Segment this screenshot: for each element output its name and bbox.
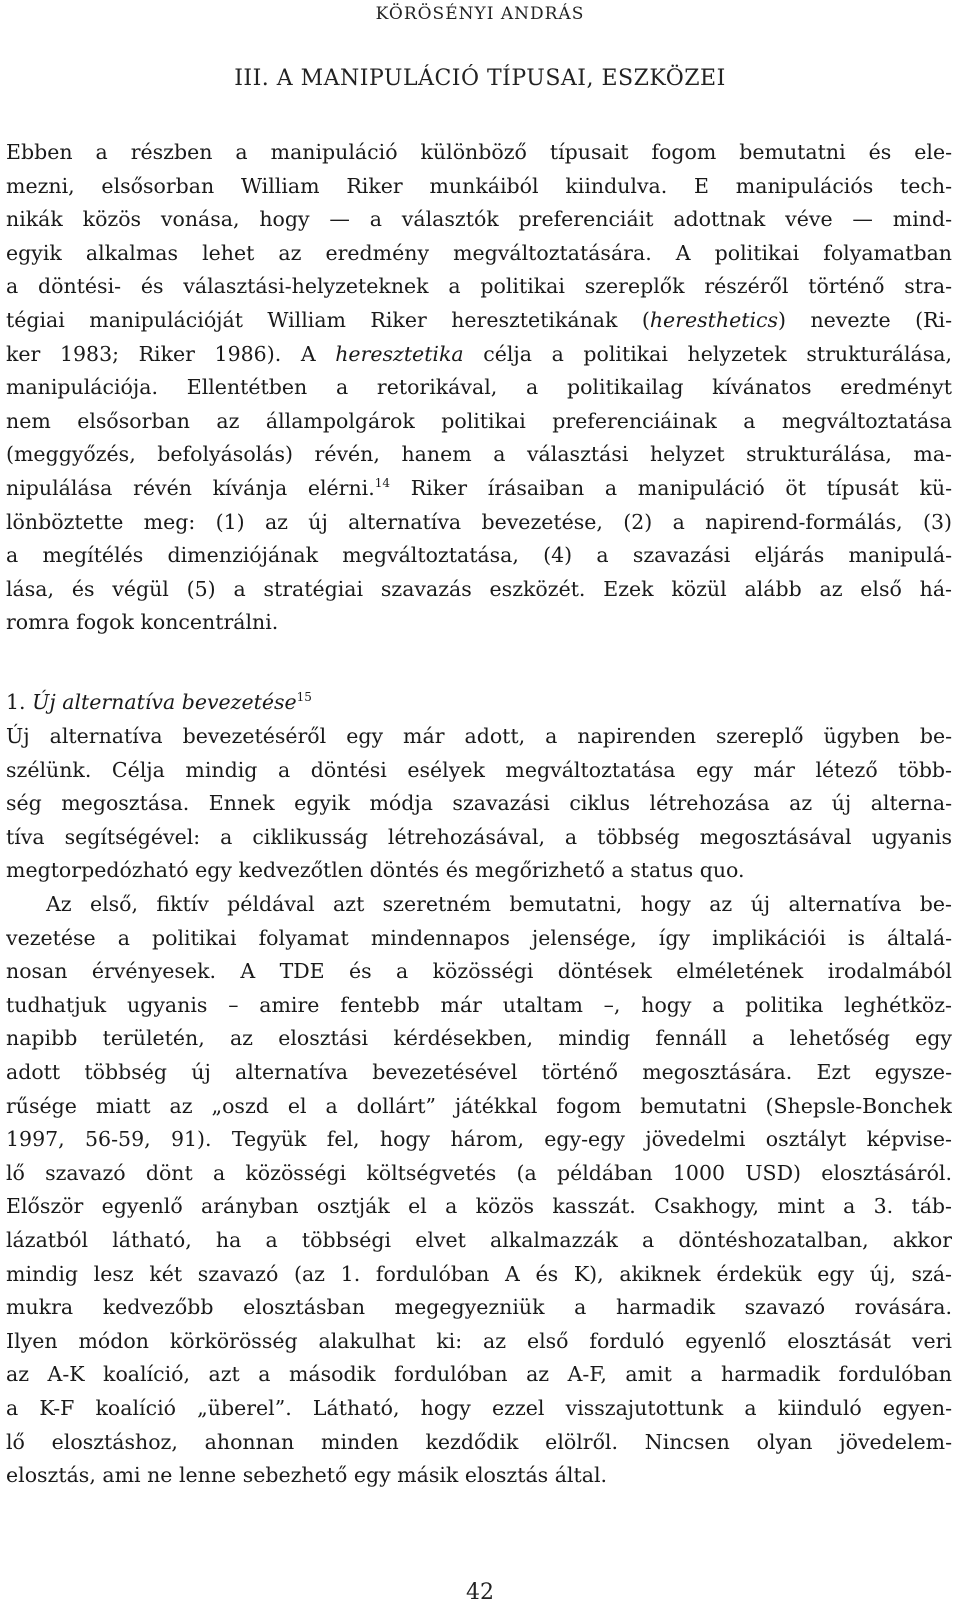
text-span: ker 1983; Riker 1986). — [6, 341, 301, 366]
text-line: Új alternatíva bevezetéséről egy már adott, a napirenden szereplő ügyben be- — [6, 724, 952, 748]
text-line: nikák közös vonása, hogy — a választók preferenciáit adottnak véve — mind- — [6, 207, 952, 232]
text-line: Ebben a részben a manipuláció különböző típusait fogom bemutatni és ele- — [6, 140, 952, 164]
text-line: manipulációja. Ellentétben a retorikával, a politikailag kívánatos eredményt — [6, 375, 952, 400]
text-line: a K-F koalíció „überel”. Látható, hogy ezzel visszajutottunk a kiinduló egyen- — [6, 1395, 952, 1420]
text-line: a megítélés dimenziójának megváltoztatása, (4) a szavazási eljárás manipulá- — [6, 543, 952, 568]
section-title: III. A MANIPULÁCIÓ TÍPUSAI, ESZKÖZEI — [234, 66, 726, 91]
text-line: megtorpedózható egy kedvezőtlen döntés és megőrizhető a status quo. — [6, 858, 745, 883]
text-line: Az első, fiktív példával azt szeretném bemutatni, hogy az új alternatíva be- — [46, 892, 952, 916]
text-line: szélünk. Célja mindig a döntési esélyek megváltoztatása egy már létező több- — [6, 757, 952, 782]
italic-term: heresztetika — [335, 341, 464, 366]
page-number: 42 — [466, 1580, 494, 1605]
subsection-heading — [6, 686, 312, 720]
text-line: lő elosztáshoz, ahonnan minden kezdődik elölről. Nincsen olyan jövedelem- — [6, 1429, 952, 1454]
text-line: lása, és végül (5) a stratégiai szavazás eszközét. Ezek közül alább az első há- — [6, 576, 952, 601]
text-line: mindig lesz két szavazó (az 1. fordulóban A és K), akiknek érdekük egy új, szá- — [6, 1261, 952, 1286]
text-line: vezetése a politikai folyamat mindennapos jelensége, így implikációi is általá- — [6, 925, 952, 950]
text-line: (meggyőzés, befolyásolás) révén, hanem a választási helyzet strukturálása, ma- — [6, 442, 952, 467]
italic-term: heresthetics — [649, 307, 779, 332]
text-line: a döntési- és választási-helyzeteknek a politikai szereplők részéről történő stra- — [6, 274, 952, 299]
text-line — [6, 338, 952, 372]
paragraph-2 — [6, 888, 952, 1493]
text-line: Ilyen módon körkörösség alakulhat ki: az első forduló egyenlő elosztását veri — [6, 1328, 952, 1353]
text-line: elosztás, ami ne lenne sebezhető egy másik elosztás által. — [6, 1463, 608, 1488]
footnote-marker: 14 — [374, 476, 391, 491]
text-line: tíva segítségével: a ciklikusság létrehozásával, a többség megosztásával ugyanis — [6, 824, 952, 849]
text-line: Először egyenlő arányban osztják el a közös kasszát. Csakhogy, mint a 3. táb- — [6, 1194, 952, 1219]
text-line: tudhatjuk ugyanis – amire fentebb már utaltam –, hogy a politika leghétköz- — [6, 992, 952, 1017]
text-line: mezni, elsősorban William Riker munkáiból kiindulva. E manipulációs tech- — [6, 173, 952, 198]
text-line: napibb területén, az elosztási kérdésekben, mindig fennáll a lehetőség egy — [6, 1026, 952, 1051]
paragraph-1 — [6, 720, 952, 888]
text-line: nem elsősorban az állampolgárok politikai preferenciáinak a megváltoztatása — [6, 408, 952, 433]
text-line: rűsége miatt az „oszd el a dollárt” játékkal fogom bemutatni (Shepsle-Bonchek — [6, 1093, 952, 1118]
text-span: nipulálása révén kívánja elérni. — [6, 475, 375, 500]
text-line: nosan érvényesek. A TDE és a közösségi döntések elméletének irodalmából — [6, 959, 952, 984]
text-span: tégiai manipulációját William Riker heresztetikának ( — [6, 307, 650, 332]
subsection-number: 1. — [6, 690, 33, 714]
text-line: az A-K koalíció, azt a második fordulóban az A-F, amit a harmadik fordulóban — [6, 1362, 952, 1387]
footnote-marker: 15 — [296, 690, 312, 705]
text-line: lő szavazó dönt a közösségi költségvetés (a példában 1000 USD) elosztásáról. — [6, 1160, 952, 1185]
text-line — [6, 304, 952, 338]
text-span: célja a politikai helyzetek strukturálása, — [463, 341, 952, 366]
text-line: egyik alkalmas lehet az eredmény megváltoztatására. A politikai folyamatban — [6, 240, 952, 265]
text-line: mukra kedvezőbb elosztásban megegyezniük a harmadik szavazó rovására. — [6, 1295, 952, 1320]
text-line: lázatból látható, ha a többségi elvet alkalmazzák a döntéshozatalban, akkor — [6, 1227, 952, 1252]
text-line: 1997, 56-59, 91). Tegyük fel, hogy három, egy-egy jövedelmi osztályt képvise- — [6, 1127, 952, 1152]
running-head-author: KÖRÖSÉNYI ANDRÁS — [375, 4, 585, 24]
text-span: ) nevezte (Ri- — [778, 307, 952, 332]
text-line: ség megosztása. Ennek egyik módja szavazási ciklus létrehozása az új alterna- — [6, 791, 952, 816]
text-line: romra fogok koncentrálni. — [6, 610, 279, 635]
intro-paragraph — [6, 136, 952, 640]
text-span: Riker írásaiban a manipuláció öt típusát kü- — [390, 475, 952, 500]
text-line — [6, 472, 952, 506]
text-span: A — [300, 341, 336, 366]
text-line: lönböztette meg: (1) az új alternatíva bevezetése, (2) a napirend-formálás, (3) — [6, 509, 952, 534]
text-line: adott többség új alternatíva bevezetésével történő megosztására. Ezt egysze- — [6, 1059, 952, 1084]
subsection-title: Új alternatíva bevezetése — [32, 690, 297, 714]
